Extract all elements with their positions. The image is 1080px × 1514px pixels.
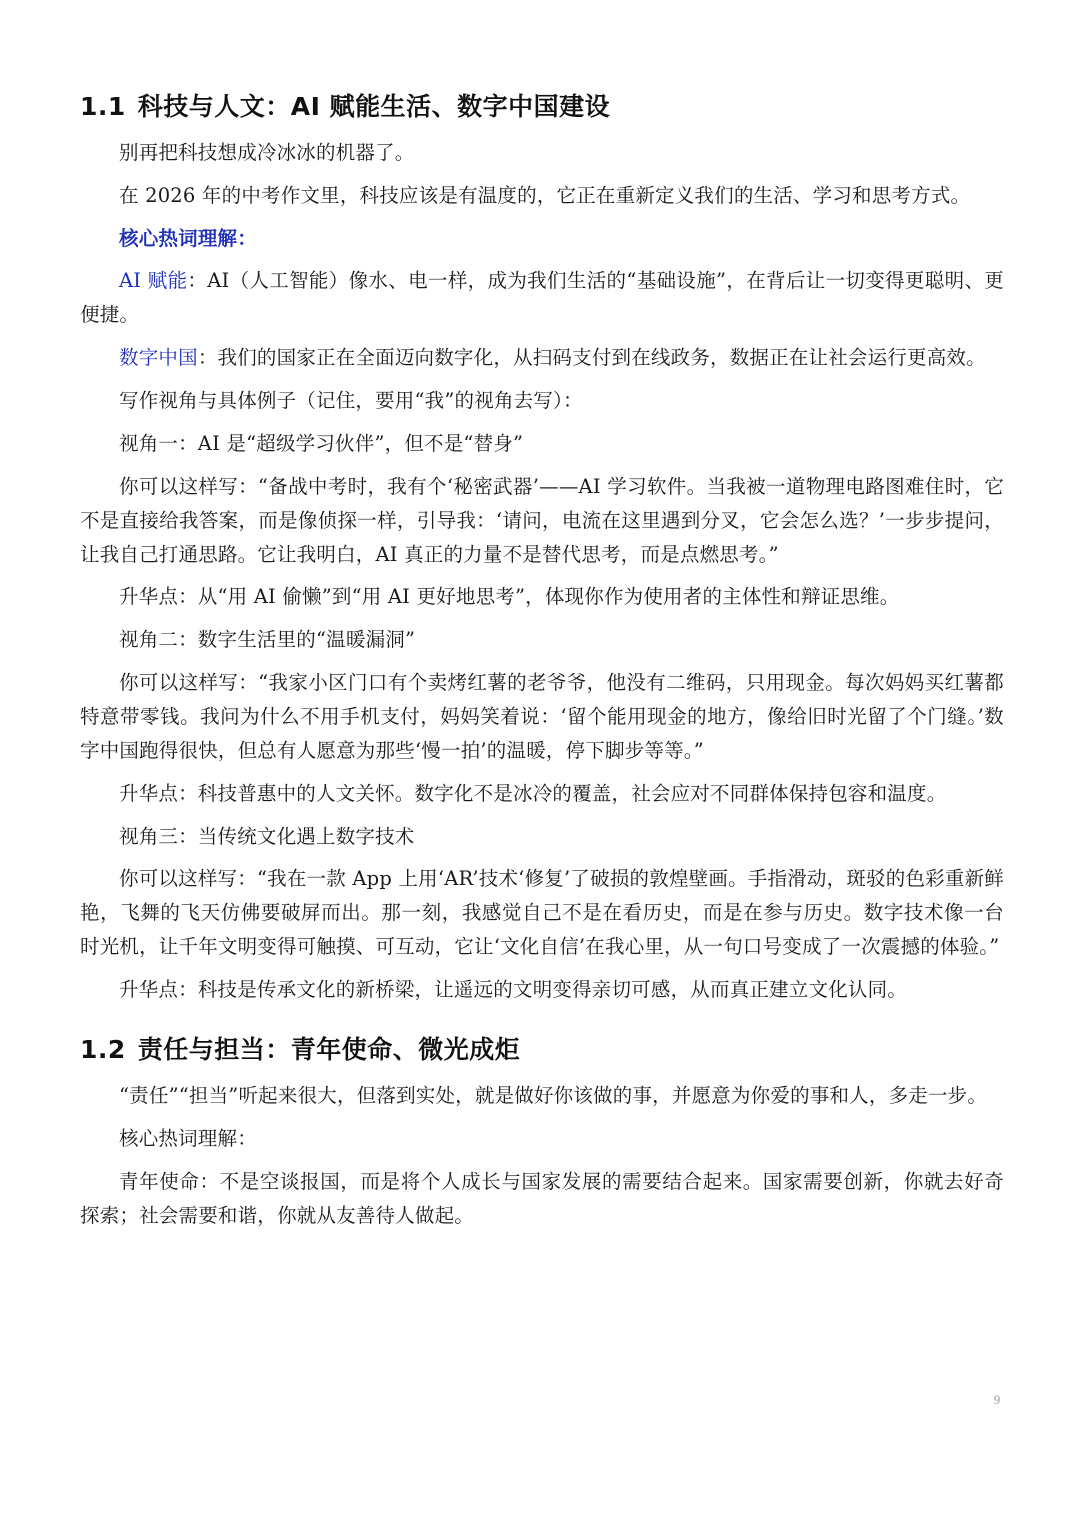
hot-words-heading-text: 核心热词理解： xyxy=(119,226,257,250)
term-text-ai-empower: ：AI（人工智能）像水、电一样，成为我们生活的“基础设施”，在背后让一切变得更聪明、更便捷。 xyxy=(80,269,1004,327)
section-heading-1-1 xyxy=(80,84,1004,130)
term-youth-mission: 青年使命：不是空谈报国，而是将个人成长与国家发展的需要结合起来。国家需要创新，你就去好奇探索；社会需要和谐，你就从友善待人做起。 xyxy=(80,1169,1004,1227)
angle-1-title: 视角一：AI 是“超级学习伙伴”，但不是“替身” xyxy=(119,431,524,455)
hot-words-heading xyxy=(80,222,1004,256)
angle-2-sublimation: 升华点：科技普惠中的人文关怀。数字化不是冰冷的覆盖，社会应对不同群体保持包容和温度。 xyxy=(119,781,947,805)
hot-words-heading-2: 核心热词理解： xyxy=(119,1126,257,1150)
angle-3-sublimation: 升华点：科技是传承文化的新桥梁，让遥远的文明变得亲切可感，从而真正建立文化认同。 xyxy=(119,978,908,1002)
term-label-ai-empower: AI 赋能 xyxy=(119,269,188,293)
angles-heading: 写作视角与具体例子（记住，要用“我”的视角去写）： xyxy=(119,388,583,412)
page-number: 9 xyxy=(993,1392,1001,1407)
paragraph-responsibility-intro: “责任”“担当”听起来很大，但落到实处，就是做好你该做的事，并愿意为你爱的事和人，多走一步。 xyxy=(119,1084,988,1108)
paragraph-intro-1: 别再把科技想成冷冰冰的机器了。 xyxy=(119,141,415,164)
section-heading-1-2 xyxy=(80,1027,1004,1073)
section-title: 科技与人文：AI 赋能生活、数字中国建设 xyxy=(137,92,611,121)
angle-1-example: 你可以这样写：“备战中考时，我有个‘秘密武器’——AI 学习软件。当我被一道物理电路图难住时，它不是直接给我答案，而是像侦探一样，引导我：‘请问，电流在这里遇到分叉，它会怎么选？’一步步提问，让我自己打通思路。它让我明白，AI 真正的力量不是替代思考，而是点燃思考。” xyxy=(80,474,1004,566)
angle-1-sublimation: 升华点：从“用 AI 偷懒”到“用 AI 更好地思考”，体现你作为使用者的主体性和辩证思维。 xyxy=(119,585,900,609)
section-number: 1.2 xyxy=(80,1035,126,1065)
document-page xyxy=(80,84,1004,1242)
term-ai-empower xyxy=(80,264,1004,332)
section-title: 责任与担当：青年使命、微光成炬 xyxy=(137,1035,521,1065)
angle-3-example: 你可以这样写：“我在一款 App 上用‘AR’技术‘修复’了破损的敦煌壁画。手指滑动，斑驳的色彩重新鲜艳，飞舞的飞天仿佛要破屏而出。那一刻，我感觉自己不是在看历史，而是在参与历史。数字技术像一台时光机，让千年文明变得可触摸、可互动，它让‘文化自信’在我心里，从一句口号变成了一次震撼的体验。” xyxy=(80,867,1004,959)
term-digital-china xyxy=(80,341,1004,375)
angle-2-example: 你可以这样写：“我家小区门口有个卖烤红薯的老爷爷，他没有二维码，只用现金。每次妈妈买红薯都特意带零钱。我问为什么不用手机支付，妈妈笑着说：‘留个能用现金的地方，像给旧时光留了个门缝。’数字中国跑得很快，但总有人愿意为那些‘慢一拍’的温暖，停下脚步等等。” xyxy=(80,670,1004,762)
term-text-digital-china: ：我们的国家正在全面迈向数字化，从扫码支付到在线政务，数据正在让社会运行更高效。 xyxy=(197,346,986,370)
paragraph-intro-2: 在 2026 年的中考作文里，科技应该是有温度的，它正在重新定义我们的生活、学习和思考方式。 xyxy=(119,183,971,207)
angle-3-title: 视角三：当传统文化遇上数字技术 xyxy=(119,824,415,848)
angle-2-title: 视角二：数字生活里的“温暖漏洞” xyxy=(119,628,416,652)
term-label-digital-china: 数字中国 xyxy=(119,346,198,370)
section-number: 1.1 xyxy=(80,92,126,121)
